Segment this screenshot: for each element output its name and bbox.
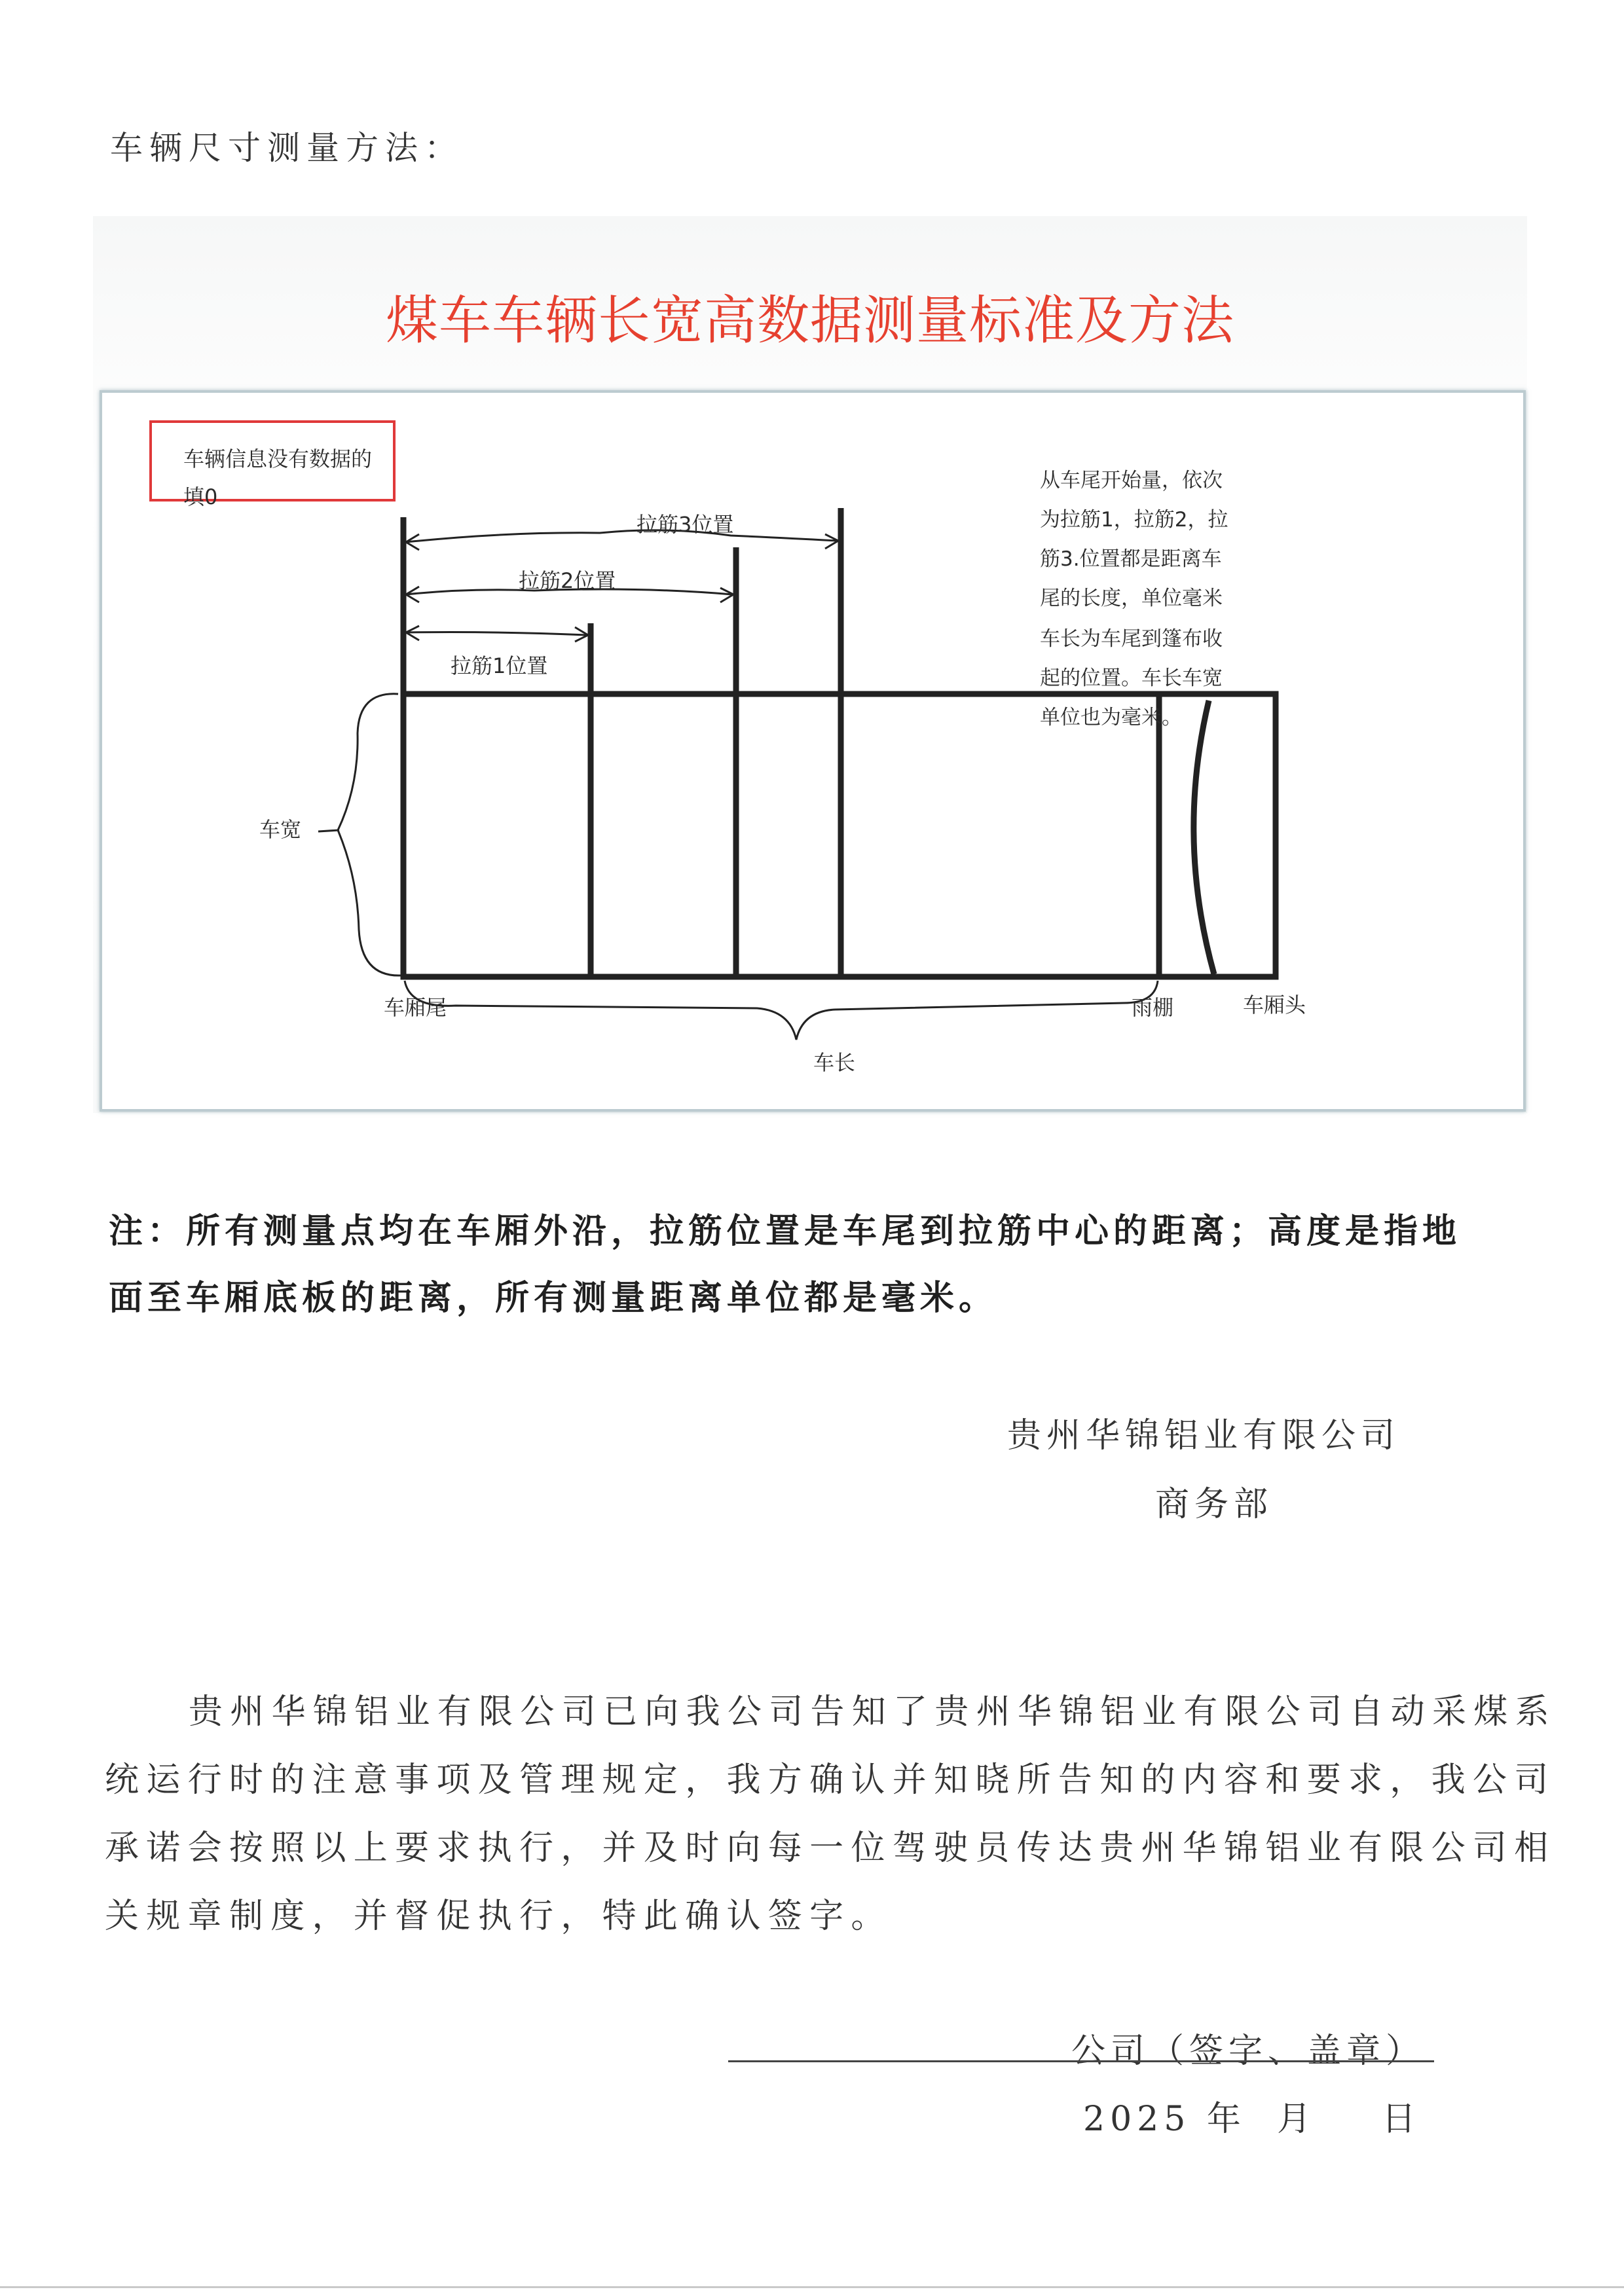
label-head: 车厢头 — [1243, 993, 1306, 1017]
confirmation-line: 统运行时的注意事项及管理规定，我方确认并知晓所告知的内容和要求，我公司 — [105, 1760, 1556, 1800]
length-brace — [405, 981, 1158, 1040]
instruction-line: 筋3.位置都是距离车 — [1040, 547, 1222, 571]
signature-underline — [728, 2060, 1434, 2062]
issuer-company: 贵州华锦铝业有限公司 — [1007, 1416, 1401, 1455]
rib1-arrow — [406, 632, 587, 636]
rib3-arrow — [406, 530, 837, 542]
issuer-department: 商务部 — [1155, 1485, 1274, 1524]
instruction-line: 从车尾开始量，依次 — [1040, 469, 1223, 492]
instruction-line: 为拉筋1，拉筋2，拉 — [1040, 508, 1228, 532]
instruction-line: 车长为车尾到篷布收 — [1040, 627, 1223, 651]
label-canopy: 雨棚 — [1132, 995, 1174, 1020]
label-rib2: 拉筋2位置 — [519, 568, 616, 593]
confirmation-line: 关规章制度，并督促执行，特此确认签字。 — [105, 1897, 893, 1936]
date-month: 月 — [1277, 2100, 1317, 2139]
date-day: 日 — [1382, 2100, 1422, 2139]
tarp-curve — [1194, 701, 1214, 974]
note-box-line1: 车辆信息没有数据的 — [183, 446, 373, 471]
label-length: 车长 — [813, 1050, 856, 1075]
date-year: 2025 年 — [1083, 2100, 1246, 2139]
label-rib1: 拉筋1位置 — [451, 653, 548, 678]
instruction-line: 起的位置。车长车宽 — [1040, 666, 1223, 690]
note-box-line2: 填0 — [183, 484, 218, 509]
page-bottom-rule — [0, 2286, 1624, 2288]
measurement-diagram — [100, 390, 1526, 1112]
note-line-2: 面至车厢底板的距离，所有测量距离单位都是毫米。 — [109, 1278, 998, 1318]
instruction-line: 单位也为毫米。 — [1040, 706, 1182, 729]
confirmation-line: 承诺会按照以上要求执行，并及时向每一位驾驶员传达贵州华锦铝业有限公司相 — [105, 1829, 1556, 1868]
width-brace — [338, 694, 401, 975]
label-tail: 车厢尾 — [384, 995, 447, 1020]
figure-title: 煤车车辆长宽高数据测量标准及方法 — [386, 290, 1234, 351]
confirmation-line: 贵州华锦铝业有限公司已向我公司告知了贵州华锦铝业有限公司自动采煤系 — [189, 1692, 1557, 1732]
section-heading: 车辆尺寸测量方法： — [110, 129, 464, 167]
instruction-line: 尾的长度，单位毫米 — [1040, 587, 1223, 610]
signature-label: 公司（签字、盖章） — [1071, 2032, 1426, 2071]
label-rib3: 拉筋3位置 — [637, 512, 734, 537]
note-line-1: 注：所有测量点均在车厢外沿，拉筋位置是车尾到拉筋中心的距离；高度是指地 — [109, 1211, 1462, 1251]
label-width: 车宽 — [259, 817, 302, 842]
